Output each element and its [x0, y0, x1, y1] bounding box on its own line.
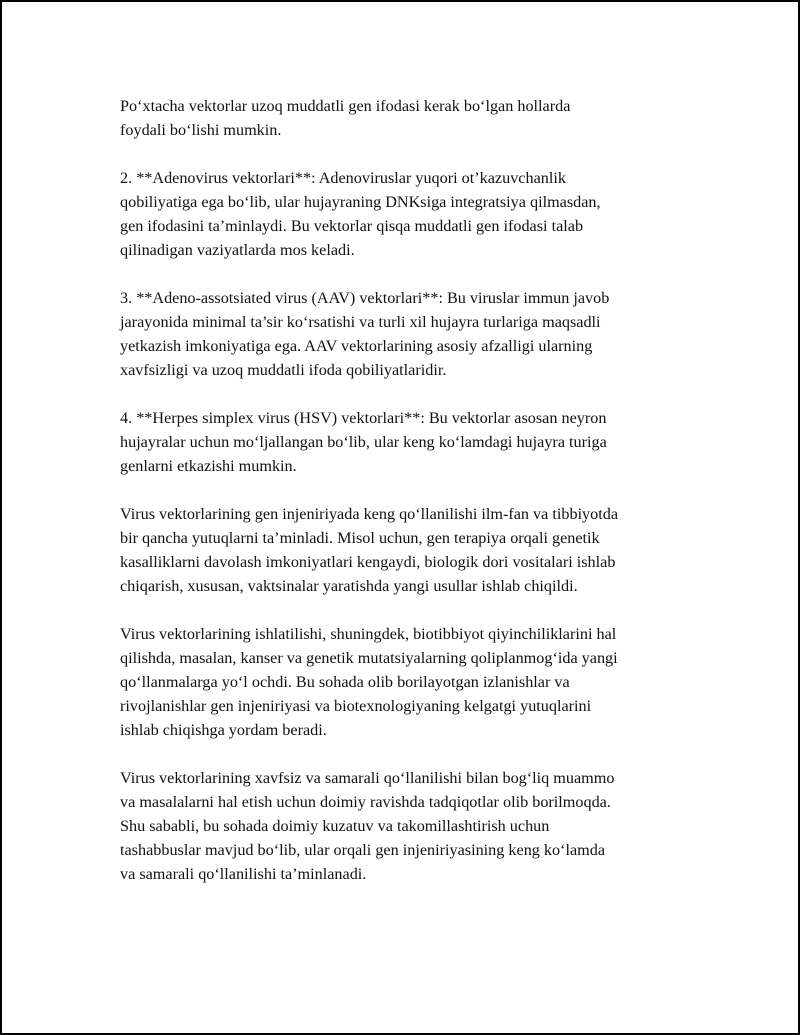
paragraph — [120, 166, 720, 262]
text-line: va masalalarni hal etish uchun doimiy ravishda tadqiqotlar olib borilmoqda. — [120, 793, 611, 811]
paragraph — [120, 502, 720, 598]
paragraph — [120, 286, 720, 382]
paragraph — [120, 94, 720, 142]
text-line: ishlab chiqishga yordam beradi. — [120, 721, 327, 739]
text-line: foydali bo‘lishi mumkin. — [120, 121, 282, 139]
text-line: Virus vektorlarining gen injeniriyada keng qo‘llanilishi ilm-fan va tibbiyotda — [120, 505, 619, 523]
text-line: qilinadigan vaziyatlarda mos keladi. — [120, 241, 355, 259]
text-line: va samarali qo‘llanilishi ta’minlanadi. — [120, 865, 367, 883]
text-line: jarayonida minimal ta’sir ko‘rsatishi va turli xil hujayra turlariga maqsadli — [120, 313, 601, 331]
text-line: yetkazish imkoniyatiga ega. AAV vektorlarining asosiy afzalligi ularning — [120, 337, 593, 355]
paragraph — [120, 622, 720, 742]
text-line: qo‘llanmalarga yo‘l ochdi. Bu sohada olib borilayotgan izlanishlar va — [120, 673, 570, 691]
text-line: xavfsizligi va uzoq muddatli ifoda qobiliyatlaridir. — [120, 361, 447, 379]
text-line: genlarni etkazishi mumkin. — [120, 457, 297, 475]
text-line: bir qancha yutuqlarni ta’minladi. Misol uchun, gen terapiya orqali genetik — [120, 529, 600, 547]
text-line: hujayralar uchun mo‘ljallangan bo‘lib, ular keng ko‘lamdagi hujayra turiga — [120, 433, 607, 451]
text-line: Shu sababli, bu sohada doimiy kuzatuv va takomillashtirish uchun — [120, 817, 550, 835]
text-line: Virus vektorlarining xavfsiz va samarali qo‘llanilishi bilan bog‘liq muammo — [120, 769, 615, 787]
text-line: qilishda, masalan, kanser va genetik mutatsiyalarning qoliplanmog‘ida yangi — [120, 649, 618, 667]
document-body — [120, 94, 720, 910]
text-line: gen ifodasini ta’minlaydi. Bu vektorlar qisqa muddatli gen ifodasi talab — [120, 217, 584, 235]
text-line: rivojlanishlar gen injeniriyasi va biotexnologiyaning kelgatgi yutuqlarini — [120, 697, 592, 715]
paragraph — [120, 406, 720, 478]
text-line: 2. **Adenovirus vektorlari**: Adenoviruslar yuqori ot’kazuvchanlik — [120, 169, 566, 187]
text-line: qobiliyatiga ega bo‘lib, ular hujayraning DNKsiga integratsiya qilmasdan, — [120, 193, 601, 211]
text-line: 4. **Herpes simplex virus (HSV) vektorlari**: Bu vektorlar asosan neyron — [120, 409, 607, 427]
text-line: kasalliklarni davolash imkoniyatlari kengaydi, biologik dori vositalari ishlab — [120, 553, 616, 571]
text-line: Virus vektorlarining ishlatilishi, shuningdek, biotibbiyot qiyinchiliklarini hal — [120, 625, 617, 643]
text-line: tashabbuslar mavjud bo‘lib, ular orqali gen injeniriyasining keng ko‘lamda — [120, 841, 606, 859]
text-line: Po‘xtacha vektorlar uzoq muddatli gen ifodasi kerak bo‘lgan hollarda — [120, 97, 571, 115]
paragraph — [120, 766, 720, 886]
text-line: chiqarish, xususan, vaktsinalar yaratishda yangi usullar ishlab chiqildi. — [120, 577, 578, 595]
text-line: 3. **Adeno-assotsiated virus (AAV) vektorlari**: Bu viruslar immun javob — [120, 289, 610, 307]
